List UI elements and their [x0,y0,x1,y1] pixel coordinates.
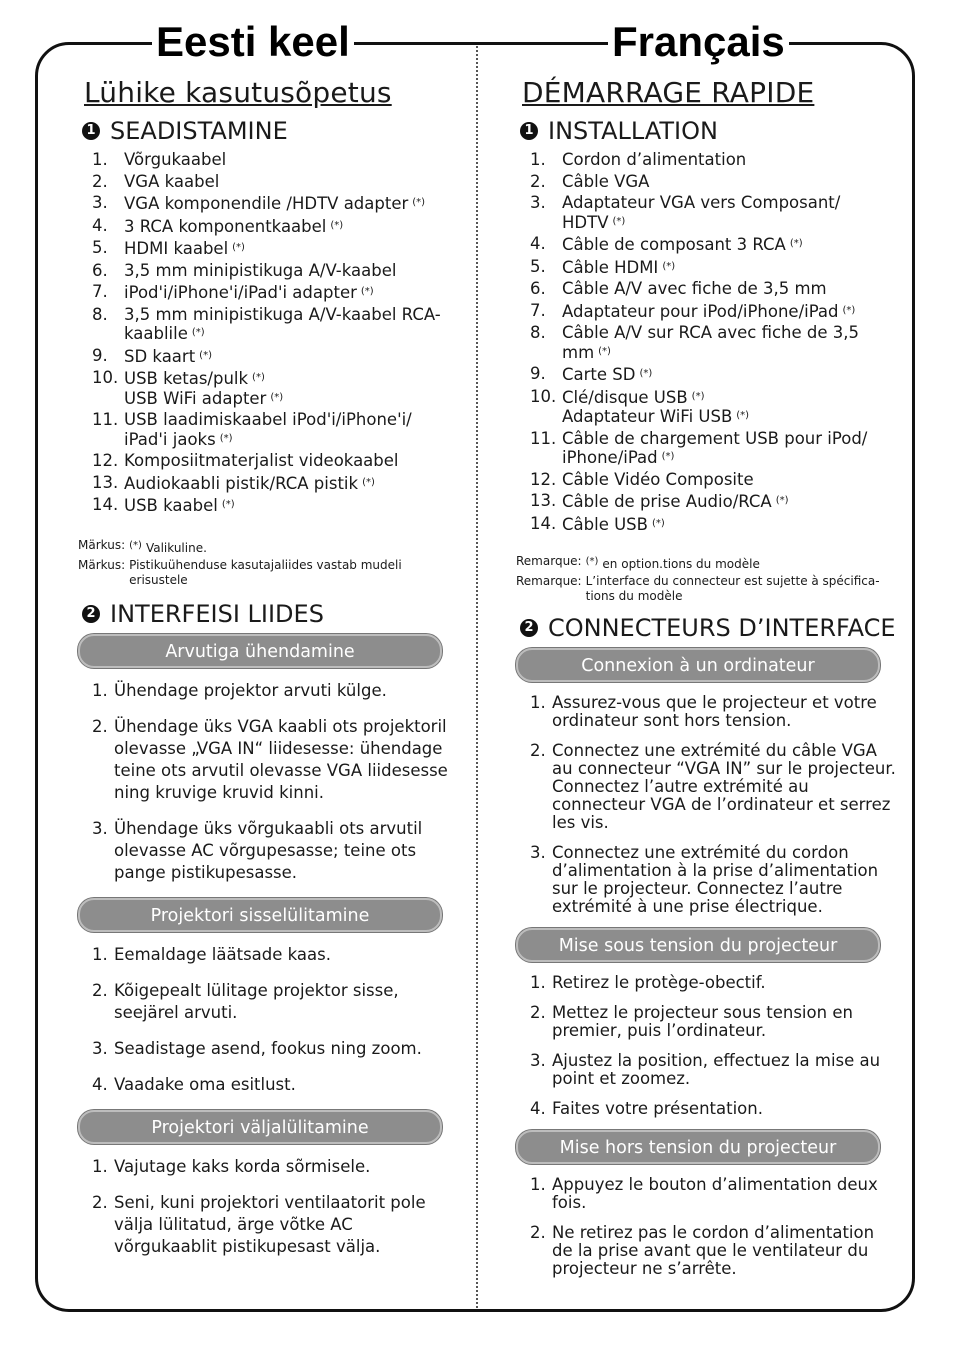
optional-marker: (*) [651,517,665,529]
list-item [92,369,458,408]
item-number: 11. [92,410,119,429]
step-number: 4. [92,1074,108,1094]
item-number: 5. [92,238,108,257]
column-french [516,76,896,1290]
step-item [516,844,896,916]
item-text [562,430,896,468]
step-item [78,1156,458,1178]
step-number: 2. [530,741,546,760]
item-label: Cordon d’alimentation [562,150,747,169]
list-item [92,411,458,449]
step-text: Ühendage üks VGA kaabli ots projektoril olevasse „VGA IN“ liidesesse: ühendage teine ots arvutil olevasse VGA liidesesse ning kruvige kruvid kinni. [114,716,448,802]
note-label: Remarque: [516,574,582,588]
step-number: 1. [92,1156,108,1176]
optional-marker: (*) [842,304,856,316]
step-item [78,944,458,966]
step-text: Ühendage üks võrgukaabli ots arvutil olevasse AC võrgupesasse; teine ots pange pistikupesasse. [114,818,423,882]
item-text [124,217,458,237]
list-item [92,239,458,259]
step-item [78,1074,458,1096]
step-text: Appuyez le bouton d’alimentation deux fois. [552,1175,878,1212]
note-line [516,574,896,604]
item-number: 8. [530,323,546,342]
optional-marker: (*) [232,242,245,253]
step-list [78,1156,458,1258]
item-text [562,365,896,385]
note-line [78,558,458,588]
number-one-icon: 1 [520,122,538,140]
item-number: 13. [92,472,119,492]
item-label: Câble A/V sur RCA avec fiche de 3,5 mm [562,323,860,362]
item-number: 1. [530,150,546,169]
step-item [516,1176,896,1212]
item-number: 4. [92,215,108,235]
list-item [530,280,896,299]
column-divider [476,46,478,1308]
cable-list [516,151,896,534]
notes [78,538,458,588]
number-two-icon: 2 [520,619,538,637]
section-pill: Mise sous tension du projecteur [516,928,880,962]
step-item [516,1052,896,1088]
list-item [92,173,458,192]
note-line [78,538,458,556]
step-text: Seadistage asend, fookus ning zoom. [114,1038,422,1058]
list-item [92,283,458,303]
item-label: 3 RCA komponentkaabel [124,216,327,236]
section-heading-text: INSTALLATION [548,117,718,145]
item-label: Adaptateur WiFi USB [562,407,733,426]
note-text [125,558,458,588]
step-item [516,1004,896,1040]
item-text [124,283,458,303]
step-number: 1. [530,1175,546,1194]
item-label: Câble Vidéo Composite [562,469,754,489]
section-heading-text: CONNECTEURS D’INTERFACE [548,614,896,642]
list-item [92,262,458,281]
step-number: 3. [92,818,108,838]
step-item [78,716,458,804]
item-number: 9. [530,364,546,383]
interface-groups [516,648,896,1278]
step-number: 3. [92,1038,108,1058]
step-text: Seni, kuni projektori ventilaatorit pole välja lülitatud, ärge võtke AC võrgukaablit pistikupesast välja. [114,1192,426,1256]
item-number: 12. [530,469,557,489]
item-number: 3. [530,193,546,212]
list-item [530,151,896,170]
list-item [92,496,458,516]
note-label: Remarque: [516,554,582,568]
list-item [530,388,896,427]
optional-marker: (*) [219,432,233,444]
step-text: Assurez-vous que le projecteur et votre ordinateur sont hors tension. [552,693,877,730]
step-list [516,694,896,916]
section-heading-interface [82,600,458,628]
item-text [562,151,896,170]
step-text: Ajustez la position, effectuez la mise au point et zoomez. [552,1051,881,1088]
step-item [78,1192,458,1258]
optional-marker: (*) [129,539,142,551]
list-item [530,492,896,512]
note-body: Pistikuühenduse kasutajaliides vastab mudeli erisustele [129,557,402,587]
section-heading-text: SEADISTAMINE [110,117,288,145]
item-label: Komposiitmaterjalist videokaabel [124,451,399,470]
item-number: 10. [92,368,119,387]
list-item [92,194,458,214]
step-item [516,742,896,832]
item-text [124,262,458,281]
step-text: Vajutage kaks korda sõrmisele. [114,1156,371,1176]
note-text [125,538,458,556]
optional-marker: (*) [789,238,803,249]
item-text [562,492,896,512]
item-number: 13. [530,491,557,510]
item-text [562,302,896,322]
item-label: Võrgukaabel [124,150,227,169]
list-item [530,471,896,490]
step-text: Connectez une extrémité du cordon d’alimentation à la prise d’alimentation sur le projecteur. Connectez l’autre extrémité à une prise électrique. [552,843,879,916]
step-list [78,944,458,1096]
cable-list [78,151,458,516]
item-label: Adaptateur pour iPod/iPhone/iPad [562,301,839,321]
item-label: Câble de prise Audio/RCA [562,492,772,511]
step-text: Kõigepealt lülitage projektor sisse, seejärel arvuti. [114,980,399,1022]
item-text [124,306,458,344]
item-number: 5. [530,256,546,276]
item-label: 3,5 mm minipistikuga A/V-kaabel [124,260,397,280]
item-text [124,369,458,408]
item-text [124,347,458,367]
item-label: Clé/disque USB [562,387,688,407]
step-number: 2. [92,980,108,1000]
item-text [562,173,896,192]
item-label: 3,5 mm minipistikuga A/V-kaabel RCA-kaablile [124,304,441,343]
step-number: 2. [530,1003,546,1022]
item-text [124,452,458,471]
list-item [530,235,896,255]
item-label: Câble USB [562,514,648,534]
step-list [516,974,896,1118]
step-number: 2. [530,1223,546,1242]
item-label: VGA komponendile /HDTV adapter [124,194,409,213]
number-two-icon: 2 [82,605,100,623]
optional-marker: (*) [612,215,626,227]
step-number: 1. [530,973,546,992]
list-item [530,365,896,385]
item-number: 9. [92,345,108,365]
section-pill: Mise hors tension du projecteur [516,1130,880,1164]
item-label: iPod'i/iPhone'i/iPad'i adapter [124,283,357,302]
item-text [562,194,896,232]
section-pill: Connexion à un ordinateur [516,648,880,682]
item-label: SD kaart [124,346,196,366]
item-label: Câble A/V avec fiche de 3,5 mm [562,279,827,298]
optional-marker: (*) [691,390,705,402]
language-title-french: Français [608,18,789,70]
optional-marker: (*) [598,345,611,357]
item-text [124,411,458,449]
list-item [92,347,458,367]
list-item [530,430,896,468]
step-number: 1. [92,944,108,964]
item-text [124,173,458,192]
optional-marker: (*) [191,327,205,338]
step-item [78,1038,458,1060]
step-text: Ne retirez pas le cordon d’alimentation de la prise avant que le ventilateur du projecteur ne s’arrête. [552,1223,875,1278]
guide-title: DÉMARRAGE RAPIDE [522,76,815,109]
list-item [92,151,458,170]
section-pill: Arvutiga ühendamine [78,634,442,668]
note-text [582,554,896,572]
optional-marker: (*) [585,556,599,567]
optional-marker: (*) [736,410,750,421]
optional-marker: (*) [221,499,235,510]
list-item [530,258,896,278]
item-text [562,388,896,427]
list-item [92,452,458,471]
section-heading-text: INTERFEISI LIIDES [110,599,324,628]
item-text [562,235,896,255]
step-item [516,694,896,730]
item-text [562,515,896,535]
optional-marker: (*) [270,391,284,403]
step-number: 2. [92,1192,108,1212]
item-text [562,471,896,490]
step-number: 3. [530,1051,546,1070]
item-number: 2. [92,171,108,191]
item-text [124,474,458,494]
optional-marker: (*) [360,286,374,297]
item-number: 14. [92,495,119,514]
notes [516,554,896,604]
section-pill: Projektori sisselülitamine [78,898,442,932]
item-label: HDMI kaabel [124,239,229,258]
list-item [92,474,458,494]
section-heading-interface [520,614,896,642]
optional-marker: (*) [362,476,375,488]
step-list [516,1176,896,1278]
list-item [530,194,896,232]
item-label: Câble de chargement USB pour iPod/ iPhone/iPad [562,428,868,467]
step-text: Retirez le protège-obectif. [552,973,766,992]
item-number: 14. [530,513,557,533]
optional-marker: (*) [199,349,212,361]
item-text [124,194,458,214]
item-number: 7. [530,300,546,320]
column-estonian [78,76,458,1272]
item-label: USB laadimiskaabel iPod'i/iPhone'i/ iPad'i jaoks [124,410,412,449]
optional-marker: (*) [661,451,675,462]
item-text [124,496,458,516]
note-label: Märkus: [78,557,126,572]
item-number: 11. [530,428,557,448]
note-body: en option.tions du modèle [602,557,760,571]
step-text: Faites votre présentation. [552,1099,763,1118]
list-item [92,306,458,344]
item-label: USB WiFi adapter [124,388,267,408]
list-item [530,515,896,535]
list-item [530,324,896,362]
note-line [516,554,896,572]
step-number: 3. [530,843,546,862]
item-number: 1. [92,150,108,169]
step-item [78,680,458,702]
optional-marker: (*) [412,197,426,208]
step-number: 1. [92,680,108,700]
optional-marker: (*) [662,260,676,272]
item-number: 6. [92,260,108,280]
item-label: Câble HDMI [562,257,659,277]
item-number: 8. [92,304,108,324]
section-heading-setup [82,117,458,145]
item-text [562,280,896,299]
number-one-icon: 1 [82,122,100,140]
item-label: USB kaabel [124,496,218,515]
step-item [516,974,896,992]
interface-groups [78,634,458,1258]
step-text: Ühendage projektor arvuti külge. [114,680,387,700]
list-item [530,302,896,322]
note-text [582,574,896,604]
item-label: Adaptateur VGA vers Composant/ HDTV [562,193,841,232]
note-body: Valikuline. [145,540,207,555]
language-title-estonian: Eesti keel [152,18,354,70]
guide-title: Lühike kasutusõpetus [84,76,392,109]
item-text [562,324,896,362]
optional-marker: (*) [252,372,265,383]
list-item [92,217,458,237]
note-body: L’interface du connecteur est sujette à spécifica- tions du modèle [585,574,880,603]
item-number: 4. [530,234,546,253]
section-pill: Projektori väljalülitamine [78,1110,442,1144]
list-item [530,173,896,192]
item-text [124,239,458,259]
item-text [124,151,458,170]
item-number: 12. [92,451,119,470]
step-number: 1. [530,693,546,712]
item-label: Carte SD [562,365,636,384]
step-item [516,1224,896,1278]
item-number: 2. [530,171,546,191]
step-text: Eemaldage läätsade kaas. [114,944,331,964]
step-list [78,680,458,884]
item-number: 10. [530,386,557,406]
step-number: 4. [530,1099,546,1118]
section-heading-setup [520,117,896,145]
step-item [78,980,458,1024]
optional-marker: (*) [775,495,789,506]
optional-marker: (*) [330,219,344,231]
note-label: Märkus: [78,537,126,552]
item-number: 7. [92,282,108,301]
item-label: Audiokaabli pistik/RCA pistik [124,473,359,493]
item-label: Câble de composant 3 RCA [562,235,786,254]
item-number: 6. [530,279,546,298]
step-text: Connectez une extrémité du câble VGA au connecteur “VGA IN” sur le projecteur. Connectez l’autre extrémité au connecteur VGA de l’ordinateur et serrez les vis. [552,741,896,832]
item-number: 3. [92,193,108,212]
item-text [562,258,896,278]
optional-marker: (*) [639,368,653,379]
step-item [516,1100,896,1118]
step-text: Vaadake oma esitlust. [114,1074,296,1094]
item-label: USB ketas/pulk [124,369,249,388]
step-text: Mettez le projecteur sous tension en premier, puis l’ordinateur. [552,1003,853,1040]
step-item [78,818,458,884]
item-label: VGA kaabel [124,171,220,191]
item-label: Câble VGA [562,171,650,191]
step-number: 2. [92,716,108,736]
